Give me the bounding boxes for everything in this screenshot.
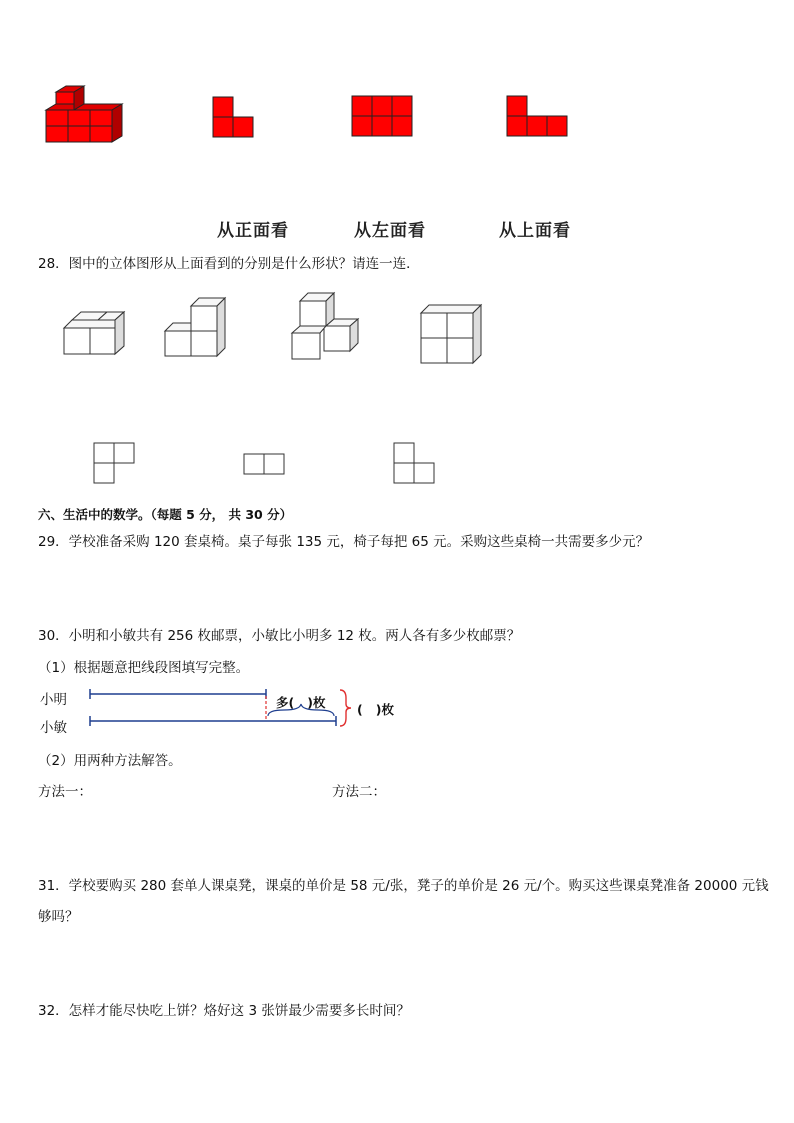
top-view-option-3 [394,443,436,485]
top-view-option-2 [244,454,286,476]
front-view-shape [213,97,255,139]
section-6-heading: 六、生活中的数学。（每题 5 分， 共 30 分） [38,507,293,522]
label-xiaomin: 小敏 [40,720,67,736]
solid-figure-1 [64,312,126,356]
solid-figure-4 [421,305,483,367]
label-xiaoming: 小明 [40,692,67,708]
total-label: ( )枚 [357,702,394,717]
top-view-option-1 [94,443,136,485]
question-31-line-1: 31．学校要购买 280 套单人课桌凳，课桌的单价是 58 元/张，凳子的单价是 26 元/个。购买这些课桌凳准备 20000 元钱 [38,878,769,894]
question-31-line-2: 够吗？ [38,909,79,925]
question-30: 30．小明和小敏共有 256 枚邮票，小敏比小明多 12 枚。两人各有多少枚邮票？ [38,628,521,644]
red-cube-solid [46,86,126,146]
question-30-part-1: （1）根据题意把线段图填写完整。 [38,660,250,676]
left-view-shape [352,96,414,138]
question-30-part-2: （2）用两种方法解答。 [38,753,182,769]
view-label-front: 从正面看 [217,221,289,241]
question-29: 29．学校准备采购 120 套桌椅。桌子每张 135 元，椅子每把 65 元。采购这些桌椅一共需要多少元？ [38,534,650,550]
view-label-left: 从左面看 [354,221,426,241]
more-label: 多( )枚 [276,695,326,710]
method-1-label: 方法一： [38,784,92,800]
question-28: 28．图中的立体图形从上面看到的分别是什么形状？请连一连． [38,256,420,272]
question-32: 32．怎样才能尽快吃上饼？烙好这 3 张饼最少需要多长时间？ [38,1003,410,1019]
top-view-shape [507,96,569,138]
view-label-top: 从上面看 [499,221,571,241]
solid-figure-3 [292,293,362,361]
solid-figure-2 [165,298,227,358]
method-2-label: 方法二： [332,784,386,800]
